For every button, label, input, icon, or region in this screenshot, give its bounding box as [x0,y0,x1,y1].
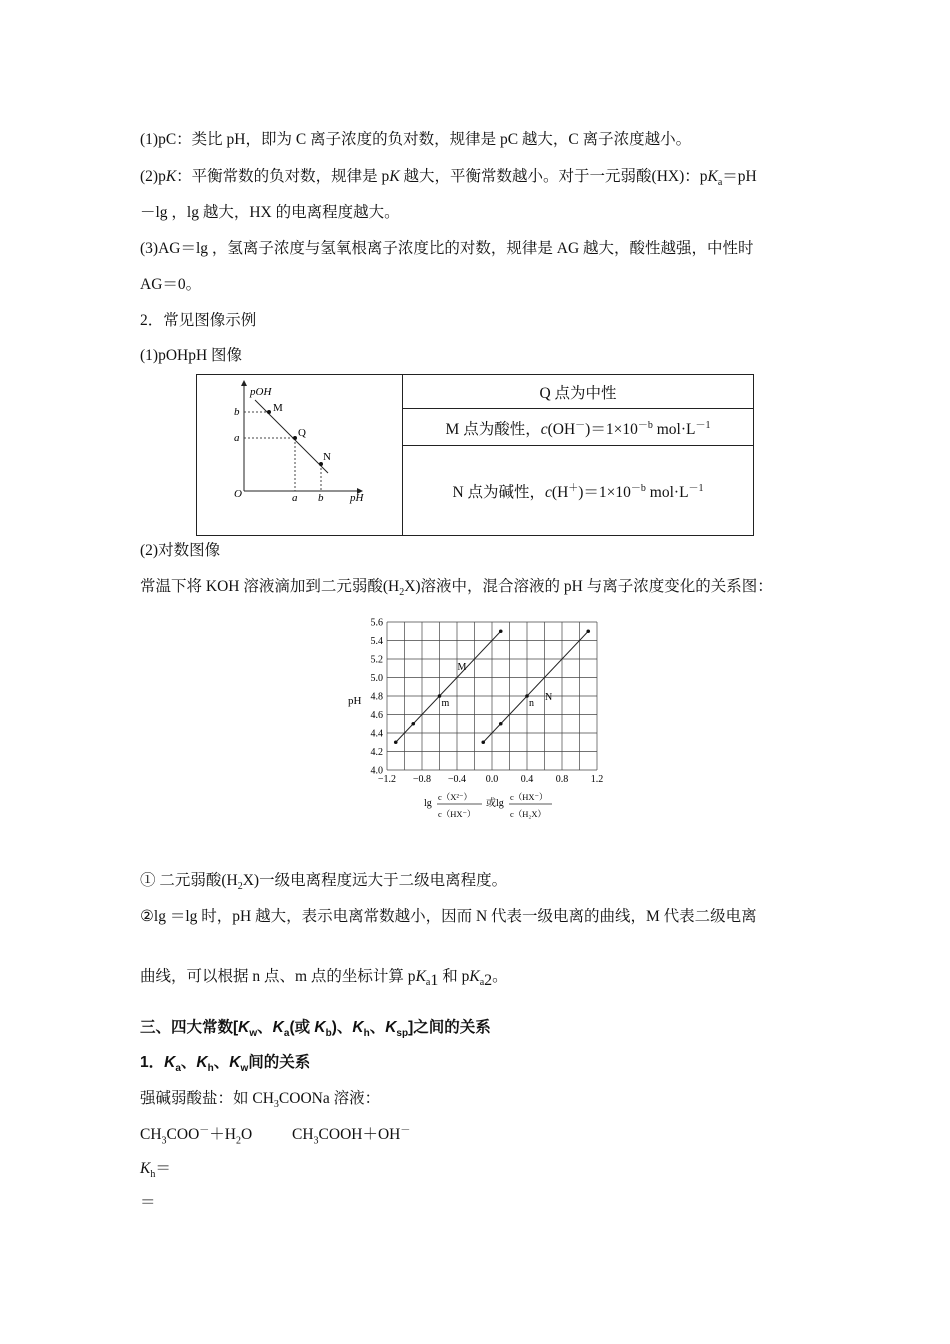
x-tick-label: 0.4 [520,774,534,785]
table-row-m: M 点为酸性，$c(OH^-)=1\times 10^{-b}$ $mol\cdot L^{-1}$ [403,409,754,446]
y-tick-a: a [233,432,239,444]
paragraph-pc: (1)pC：类比 pH，即为 C 离子浓度的负对数，规律是 pC 越大，C 离子浓度越小。 [140,131,692,148]
paragraph-pk-line1: (2)pK：平衡常数的负对数，规律是 pK 越大，平衡常数越小。对于一元弱酸(HX)：$pK_a=pH$ [140,168,757,189]
note-2: ②lg ＝lg 时，pH 越大，表示电离常数越小，因而 N 代表一级电离的曲线，M 代表二级电离 [140,908,757,925]
chart-ylabel: pH [348,695,362,707]
kh-expression: $K_h=$ [140,1160,171,1181]
x-tick-label: −0.4 [447,774,467,785]
point-n-label: N [322,451,331,463]
hydrolysis-equation-right: $CH_3COOH+OH^-$ [292,1125,411,1147]
svg-text:c（X²⁻）: c（X²⁻） [438,792,472,802]
y-tick-label: 5.6 [370,617,383,629]
series-point-M [411,722,415,726]
section-2-title: 2．常见图像示例 [140,312,257,329]
poh-graph-cell [197,375,403,536]
x-axis-label: pH [349,492,363,504]
series-point-N [586,629,590,633]
table-row-n: N 点为碱性，$c(H^+)=1\times 10^{-b}$ $mol\cdot L^{-1}$ [403,446,754,536]
table-row-q: Q 点为中性 [403,375,754,409]
subsection-2-intro: 常温下将 KOH 溶液滴加到二元弱酸$(H_2X)$溶液中，混合溶液的 pH 与离子浓度变化的关系图： [140,578,773,599]
salt-example: 强碱弱酸盐：如 $CH_3COONa$ 溶液： [140,1090,381,1111]
svg-text:c（HX⁻）: c（HX⁻） [438,809,476,819]
note-1: ① 二元弱酸$(H_2X)$一级电离程度远大于二级电离程度。 [140,872,508,893]
y-axis-label: pOH [249,386,271,398]
y-tick-label: 5.0 [370,673,383,684]
series-line-N [483,631,588,742]
subsection-1-title: (1)pOHpH 图像 [140,347,243,364]
y-tick-label: 4.2 [370,747,383,758]
point-q-label: Q [297,427,306,439]
origin-label: O [233,488,242,500]
poh-ph-line [255,400,328,473]
series-point-M [394,740,398,744]
x-tick-label: −1.2 [377,774,397,785]
point-q [293,436,297,440]
equals-line: ＝ [140,1194,156,1211]
y-tick-label: 5.4 [370,636,383,647]
section-3-1-title: 1．$K_a$、$K_h$、$K_w$间的关系 [140,1054,311,1075]
y-tick-label: 4.6 [370,710,383,721]
chart-grid [387,622,597,770]
y-tick-label: 4.8 [370,691,383,703]
x-tick-label: 1.2 [590,774,604,785]
paragraph-ag-line2: AG＝0。 [140,276,202,293]
y-tick-label: 5.2 [370,654,383,666]
poh-ph-graph [200,375,400,530]
svg-text:c（H₂X）: c（H₂X） [510,809,547,819]
svg-text:c（HX⁻）: c（HX⁻） [510,792,548,802]
y-tick-label: 4.4 [370,728,383,740]
series-point-N [499,722,503,726]
section-3-title: 三、四大常数[$K_w$、$K_a$(或 $K_b$)、$K_h$、$K_{sp}$]之间的关系 [140,1019,491,1040]
x-tick-label: 0.8 [555,774,569,785]
log-chart [330,612,620,827]
poh-ph-table [196,374,754,536]
series-label-N: N [545,692,553,703]
point-m-label: M [272,402,283,414]
y-tick-b: b [233,406,239,418]
svg-text:或lg: 或lg [486,798,504,809]
series-line-M [396,631,501,742]
series-point-N [481,740,485,744]
hydrolysis-equation-left: $CH_3COO^-+H_2O$ [140,1125,253,1147]
x-tick-b: b [317,492,323,504]
note-3: 曲线，可以根据 n 点、m 点的坐标计算 $pK_a1$ 和 $pK_a2$。 [140,968,508,989]
point-m [267,410,271,414]
subsection-2-title: (2)对数图像 [140,542,221,559]
point-label-m: m [441,698,450,709]
series-label-M: M [457,662,467,673]
x-tick-label: 0.0 [485,774,499,785]
x-tick-a: a [291,492,297,504]
chart-xlabel [424,792,552,819]
y-tick-label: 4.0 [370,765,383,777]
svg-text:lg: lg [424,798,432,809]
x-tick-label: −0.8 [412,774,432,785]
series-point-M [499,629,503,633]
chart-ticks [371,618,604,786]
paragraph-ag-line1: (3)AG＝lg ，氢离子浓度与氢氧根离子浓度比的对数，规律是 AG 越大，酸性越强，中性时 [140,240,754,257]
point-label-n: n [529,698,534,709]
paragraph-pk-line2: －lg ，lg 越大，HX 的电离程度越大。 [140,204,400,221]
